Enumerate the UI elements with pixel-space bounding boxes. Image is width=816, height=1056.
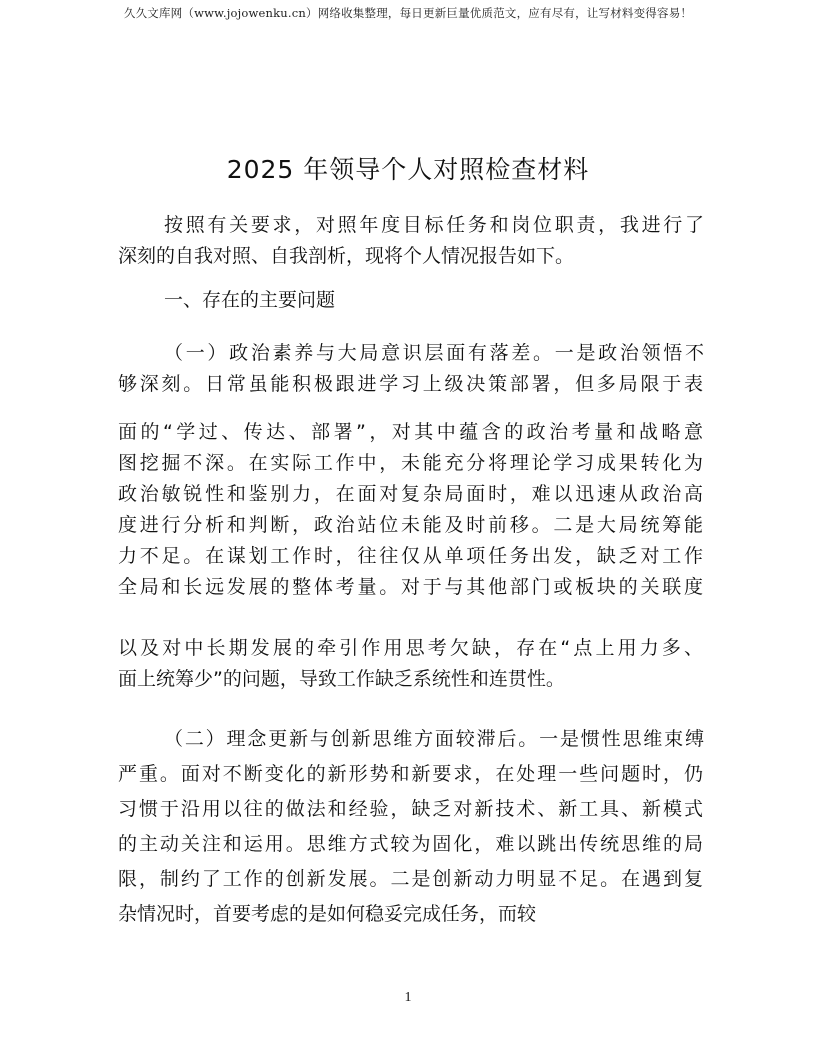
document-title: 2025 年领导个人对照检查材料: [226, 155, 590, 184]
paragraph-line: 全局和长远发展的整体考量。对于与其他部门或板块的关联度: [118, 576, 703, 598]
paragraph-line: 政治敏锐性和鉴别力，在面对复杂局面时，难以迅速从政治高: [118, 483, 703, 505]
intro-line: 按照有关要求，对照年度目标任务和岗位职责，我进行了: [164, 214, 704, 236]
header-note: 久久文库网（www.jojowenku.cn）网络收集整理，每日更新巨量优质范文，应有尽有，让写材料变得容易！: [123, 6, 693, 20]
paragraph-line: 力不足。在谋划工作时，往往仅从单项任务出发，缺乏对工作: [118, 545, 703, 567]
paragraph-line: 杂情况时，首要考虑的是如何稳妥完成任务，而较: [118, 903, 537, 925]
paragraph-line: 够深刻。日常虽能积极跟进学习上级决策部署，但多局限于表: [118, 373, 703, 395]
section-heading: 一、存在的主要问题: [164, 289, 336, 311]
paragraph-line: 严重。面对不断变化的新形势和新要求，在处理一些问题时，仍: [118, 763, 703, 785]
paragraph-line: 习惯于沿用以往的做法和经验，缺乏对新技术、新工具、新模式: [118, 798, 703, 820]
paragraph-line: 面的“学过、传达、部署”，对其中蕴含的政治考量和战略意: [118, 421, 703, 443]
paragraph-line: 度进行分析和判断，政治站位未能及时前移。二是大局统筹能: [118, 514, 703, 536]
paragraph-line: 以及对中长期发展的牵引作用思考欠缺，存在“点上用力多、: [118, 637, 703, 659]
paragraph-line: 图挖掘不深。在实际工作中，未能充分将理论学习成果转化为: [118, 452, 703, 474]
paragraph-line: （一）政治素养与大局意识层面有落差。一是政治领悟不: [164, 342, 704, 364]
intro-line: 深刻的自我对照、自我剖析，现将个人情况报告如下。: [118, 245, 575, 267]
paragraph-line: 限，制约了工作的创新发展。二是创新动力明显不足。在遇到复: [118, 868, 703, 890]
paragraph-line: 的主动关注和运用。思维方式较为固化，难以跳出传统思维的局: [118, 833, 703, 855]
paragraph-line: 面上统筹少”的问题，导致工作缺乏系统性和连贯性。: [118, 668, 565, 690]
paragraph-line: （二）理念更新与创新思维方面较滞后。一是惯性思维束缚: [164, 728, 704, 750]
page-number: 1: [404, 990, 412, 1005]
